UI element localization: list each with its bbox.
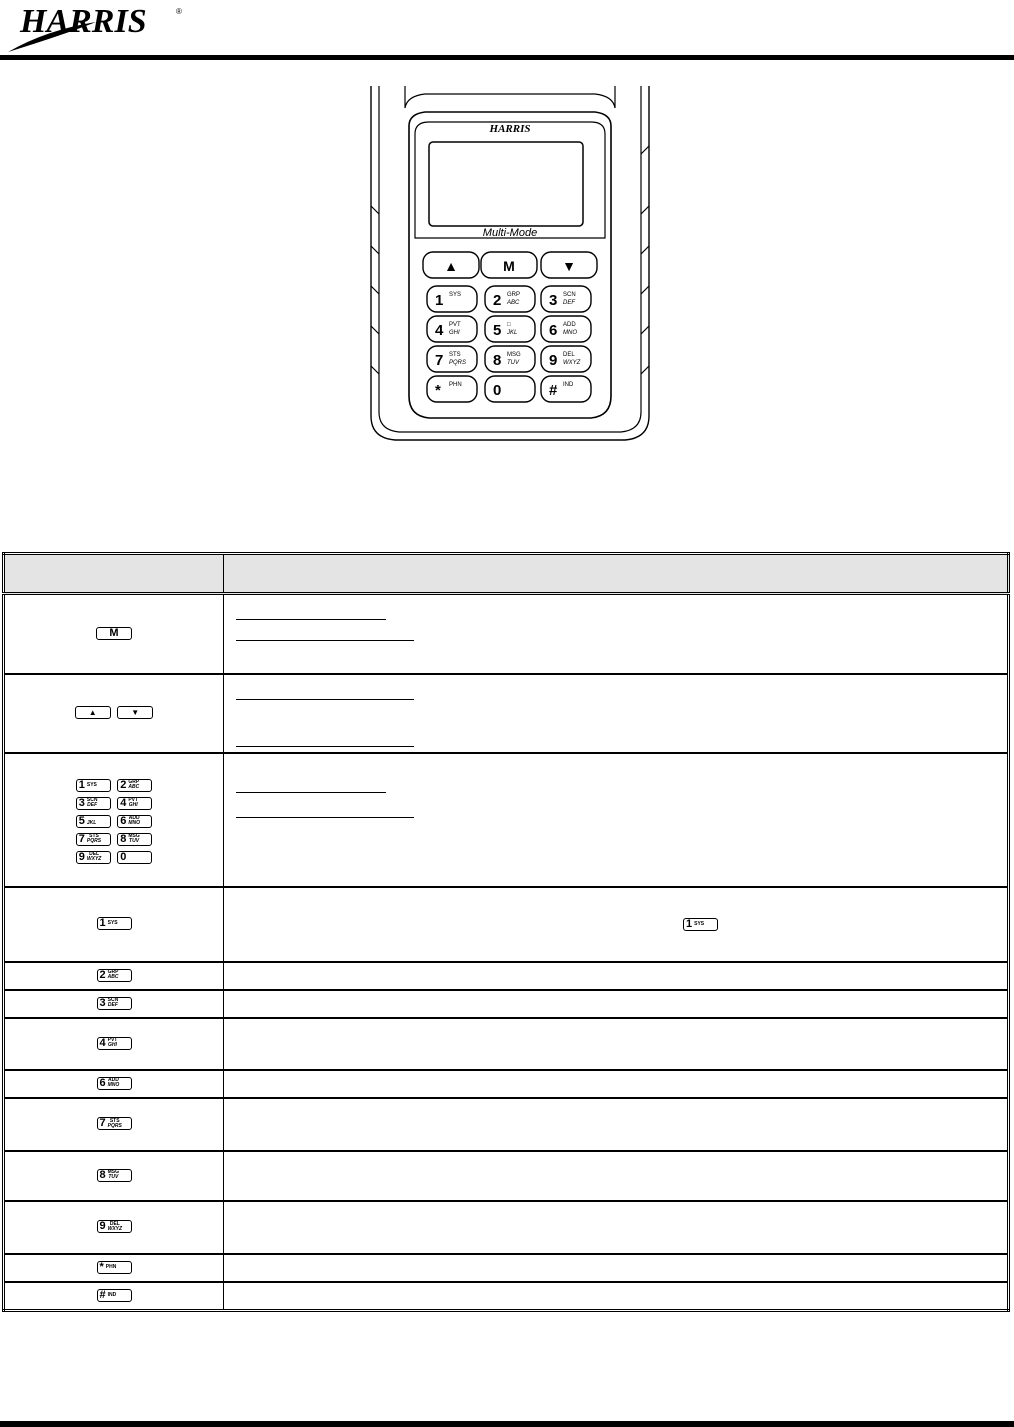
radio-keypad-key bbox=[485, 376, 535, 402]
key-8-icon: 8 MSG TUV bbox=[117, 833, 152, 846]
logo-text: HARRIS bbox=[20, 3, 147, 40]
table-row-key-6 bbox=[4, 1070, 1009, 1098]
radio-key-letters: PQRS bbox=[449, 360, 467, 366]
key-6-icon: 6 ADD MNO bbox=[97, 1077, 132, 1090]
key-description-table bbox=[2, 552, 1010, 1312]
key-cell bbox=[4, 674, 224, 753]
radio-key-number: # bbox=[549, 382, 558, 399]
key-pair bbox=[5, 813, 223, 831]
table-row-key-star bbox=[4, 1254, 1009, 1282]
radio-key-number: 9 bbox=[549, 352, 558, 369]
table-row-key-4 bbox=[4, 1018, 1009, 1070]
blank-line bbox=[236, 801, 414, 818]
radio-key-letters: MNO bbox=[563, 330, 577, 336]
radio-keypad-key bbox=[485, 316, 535, 342]
table-row-key-9 bbox=[4, 1201, 1009, 1254]
radio-model-label: Multi-Mode bbox=[482, 227, 538, 239]
radio-key-number: 8 bbox=[493, 352, 502, 369]
blank-line bbox=[236, 624, 414, 641]
desc-cell bbox=[224, 962, 1009, 990]
header-rule bbox=[0, 55, 1014, 60]
key-cell bbox=[4, 1282, 224, 1311]
radio-down-label: ▼ bbox=[562, 258, 576, 274]
key-4-icon: 4 PVT GHI bbox=[117, 797, 152, 810]
key-0-icon: 0 bbox=[117, 851, 152, 864]
radio-key-number: 5 bbox=[493, 322, 502, 339]
radio-svg bbox=[365, 86, 655, 442]
key-7-icon: 7 STS PQRS bbox=[76, 833, 111, 846]
key-cell bbox=[4, 1098, 224, 1151]
key-cell bbox=[4, 962, 224, 990]
blank-line bbox=[236, 683, 414, 700]
radio-menu-label: M bbox=[503, 258, 515, 274]
table-row-key-1 bbox=[4, 887, 1009, 962]
table-row-menu bbox=[4, 594, 1009, 674]
radio-key-number: 6 bbox=[549, 322, 558, 339]
key-star-icon: * PHN bbox=[97, 1261, 132, 1274]
radio-keypad-key bbox=[427, 346, 477, 372]
harris-logo bbox=[6, 0, 186, 56]
radio-key-letters: JKL bbox=[507, 330, 518, 336]
blank-line bbox=[236, 776, 386, 793]
table-row-arrows bbox=[4, 674, 1009, 753]
desc-cell bbox=[224, 1018, 1009, 1070]
desc-cell bbox=[224, 753, 1009, 887]
radio-key-function: ADD bbox=[563, 322, 576, 328]
key-2-icon: 2 GRP ABC bbox=[117, 779, 152, 792]
key-pair bbox=[5, 795, 223, 813]
key-pair bbox=[5, 849, 223, 867]
radio-keypad-key bbox=[427, 286, 477, 312]
key-cell bbox=[4, 1201, 224, 1254]
key-3-icon: 3 SCN DEF bbox=[97, 997, 132, 1010]
radio-key-function: GRP bbox=[507, 292, 521, 298]
radio-keypad-key bbox=[541, 376, 591, 402]
blank-line bbox=[236, 603, 386, 620]
key-8-icon: 8 MSG TUV bbox=[97, 1169, 132, 1182]
down-arrow-key-icon: ▼ bbox=[117, 706, 153, 719]
radio-down-key bbox=[541, 252, 597, 278]
desc-cell bbox=[224, 1098, 1009, 1151]
svg-text:®: ® bbox=[176, 7, 182, 16]
up-arrow-key-icon: ▲ bbox=[75, 706, 111, 719]
desc-cell bbox=[224, 1201, 1009, 1254]
radio-brand: HARRIS bbox=[489, 123, 531, 135]
radio-key-function: STS bbox=[449, 352, 461, 358]
key-cell bbox=[4, 594, 224, 674]
key-cell bbox=[4, 753, 224, 887]
radio-key-number: * bbox=[435, 382, 441, 399]
header-key bbox=[4, 554, 224, 594]
key-pair bbox=[5, 831, 223, 849]
desc-cell bbox=[224, 594, 1009, 674]
radio-key-function: SCN bbox=[563, 292, 576, 298]
table-row-key-7 bbox=[4, 1098, 1009, 1151]
radio-key-function: PVT bbox=[449, 322, 461, 328]
radio-menu-key bbox=[481, 252, 537, 278]
radio-key-function: MSG bbox=[507, 352, 521, 358]
radio-key-letters: GHI bbox=[449, 330, 460, 336]
key-cell bbox=[4, 887, 224, 962]
desc-cell bbox=[224, 1070, 1009, 1098]
radio-key-number: 4 bbox=[435, 322, 444, 339]
key-hash-icon: # IND bbox=[97, 1289, 132, 1302]
key-5-icon: 5 JKL bbox=[76, 815, 111, 828]
key-7-icon: 7 STS PQRS bbox=[97, 1117, 132, 1130]
key-3-icon: 3 SCN DEF bbox=[76, 797, 111, 810]
radio-key-letters: ABC bbox=[507, 300, 520, 306]
inline-key-1-icon: 1 SYS bbox=[683, 918, 718, 931]
key-cell bbox=[4, 1151, 224, 1201]
key-cell bbox=[4, 1070, 224, 1098]
key-cell bbox=[4, 990, 224, 1018]
desc-cell bbox=[224, 887, 1009, 962]
footer-rule bbox=[0, 1421, 1014, 1427]
radio-key-function: IND bbox=[563, 382, 574, 388]
table-row-key-8 bbox=[4, 1151, 1009, 1201]
table-row-key-3 bbox=[4, 990, 1009, 1018]
key-9-icon: 9 DEL WXYZ bbox=[97, 1220, 132, 1233]
radio-key-function: □ bbox=[507, 322, 511, 328]
key-cell bbox=[4, 1254, 224, 1282]
radio-key-function: SYS bbox=[449, 292, 462, 298]
radio-keypad-key bbox=[427, 316, 477, 342]
key-9-icon: 9 DEL WXYZ bbox=[76, 851, 111, 864]
table-row-key-hash bbox=[4, 1282, 1009, 1311]
key-pair bbox=[5, 777, 223, 795]
menu-key-icon: M bbox=[96, 627, 132, 640]
radio-keypad-key bbox=[485, 346, 535, 372]
radio-key-number: 7 bbox=[435, 352, 444, 369]
radio-up-key bbox=[423, 252, 479, 278]
key-2-icon: 2 GRP ABC bbox=[97, 969, 132, 982]
desc-cell bbox=[224, 990, 1009, 1018]
radio-key-number: 3 bbox=[549, 292, 558, 309]
blank-line bbox=[236, 730, 414, 747]
key-1-icon: 1 SYS bbox=[97, 917, 132, 930]
desc-cell bbox=[224, 1254, 1009, 1282]
radio-key-letters: TUV bbox=[507, 360, 519, 366]
radio-keypad-key bbox=[541, 316, 591, 342]
radio-illustration bbox=[365, 86, 655, 442]
desc-cell bbox=[224, 1282, 1009, 1311]
desc-cell bbox=[224, 1151, 1009, 1201]
key-1-icon: 1 SYS bbox=[76, 779, 111, 792]
radio-key-number: 1 bbox=[435, 292, 444, 309]
header-description bbox=[224, 554, 1009, 594]
radio-key-function: DEL bbox=[563, 352, 575, 358]
radio-keypad-key bbox=[485, 286, 535, 312]
radio-up-label: ▲ bbox=[444, 258, 458, 274]
radio-keypad-key bbox=[427, 376, 477, 402]
radio-key-number: 2 bbox=[493, 292, 502, 309]
radio-key-number: 0 bbox=[493, 382, 502, 399]
key-cell bbox=[4, 1018, 224, 1070]
radio-keypad-key bbox=[541, 346, 591, 372]
key-4-icon: 4 PVT GHI bbox=[97, 1037, 132, 1050]
radio-key-function: PHN bbox=[449, 382, 462, 388]
key-6-icon: 6 ADD MNO bbox=[117, 815, 152, 828]
harris-logo-graphic bbox=[6, 0, 186, 56]
radio-key-letters: WXYZ bbox=[563, 360, 581, 366]
desc-cell bbox=[224, 674, 1009, 753]
table-row-numeric bbox=[4, 753, 1009, 887]
table-row-key-2 bbox=[4, 962, 1009, 990]
radio-key-letters: DEF bbox=[563, 300, 575, 306]
radio-keypad-key bbox=[541, 286, 591, 312]
